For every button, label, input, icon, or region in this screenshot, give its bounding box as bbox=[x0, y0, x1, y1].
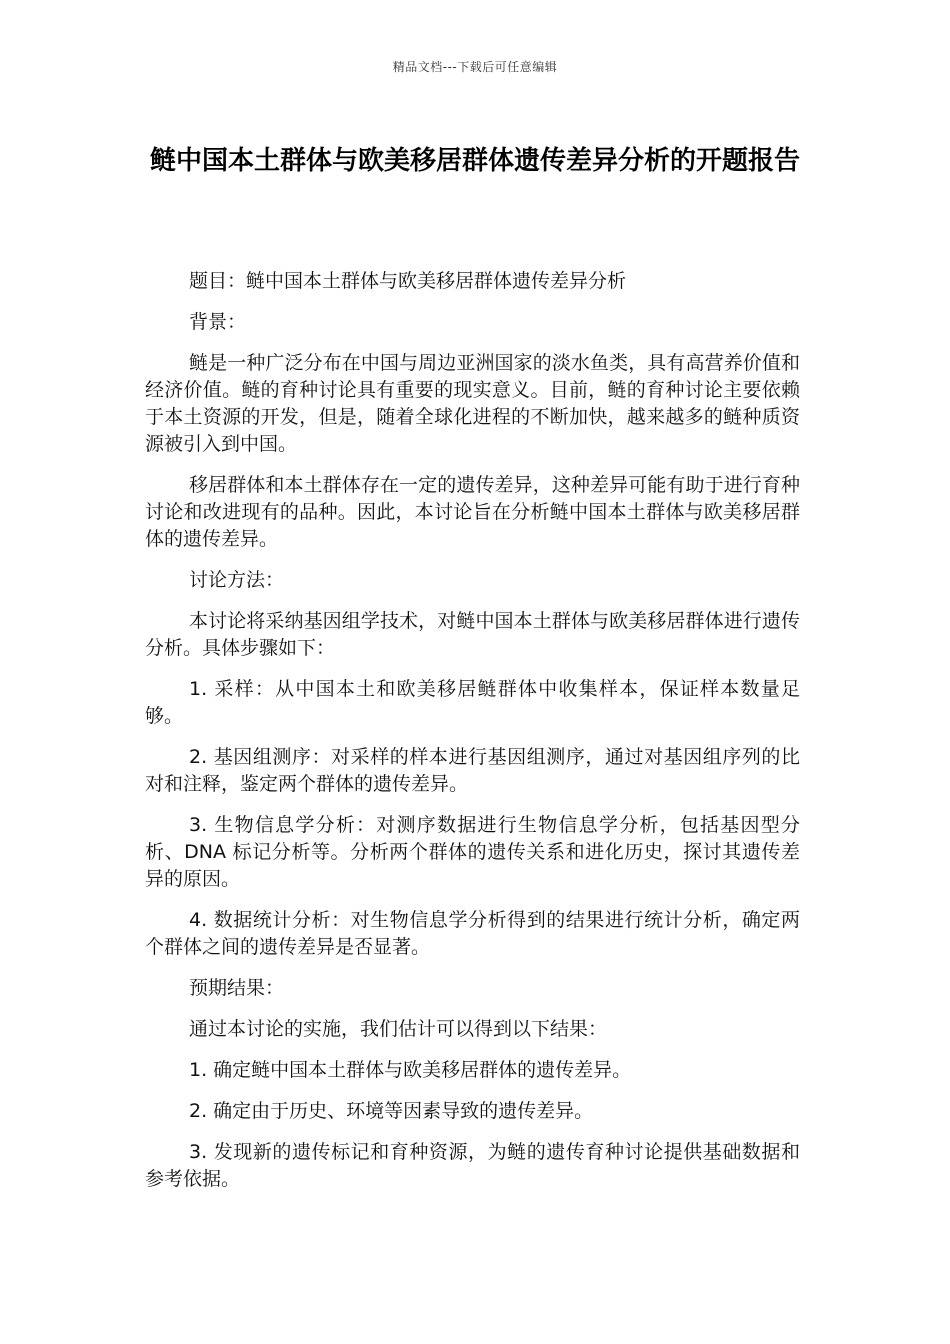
document-title: 鲢中国本土群体与欧美移居群体遗传差异分析的开题报告 bbox=[149, 146, 800, 176]
header-note: 精品文档---下载后可任意编辑 bbox=[392, 60, 558, 74]
paragraph-topic: 题目：鲢中国本土群体与欧美移居群体遗传差异分析 bbox=[189, 270, 627, 292]
list-item-result-3: 3. 发现新的遗传标记和育种资源，为鲢的遗传育种讨论提供基础数据和参考依据。 bbox=[145, 1141, 800, 1190]
list-item-result-1: 1. 确定鲢中国本土群体与欧美移居群体的遗传差异。 bbox=[189, 1059, 632, 1081]
paragraph-background-2: 移居群体和本土群体存在一定的遗传差异，这种差异可能有助于进行育种讨论和改进现有的品种。因此，本讨论旨在分析鲢中国本土群体与欧美移居群体的遗传差异。 bbox=[145, 474, 800, 550]
paragraph-methods-intro: 本讨论将采纳基因组学技术，对鲢中国本土群体与欧美移居群体进行遗传分析。具体步骤如下： bbox=[145, 610, 800, 659]
heading-expected-results: 预期结果： bbox=[189, 977, 285, 999]
list-item-method-1: 1. 采样：从中国本土和欧美移居鲢群体中收集样本，保证样本数量足够。 bbox=[145, 678, 800, 727]
list-item-method-3: 3. 生物信息学分析：对测序数据进行生物信息学分析，包括基因型分析、DNA 标记分析等。分析两个群体的遗传关系和进化历史，探讨其遗传差异的原因。 bbox=[145, 814, 800, 890]
list-item-method-4: 4. 数据统计分析：对生物信息学分析得到的结果进行统计分析，确定两个群体之间的遗传差异是否显著。 bbox=[145, 909, 800, 958]
heading-background: 背景： bbox=[189, 311, 247, 333]
list-item-result-2: 2. 确定由于历史、环境等因素导致的遗传差异。 bbox=[189, 1100, 594, 1122]
heading-methods: 讨论方法： bbox=[189, 569, 285, 591]
document-body bbox=[145, 268, 800, 1207]
paragraph-results-intro: 通过本讨论的实施，我们估计可以得到以下结果： bbox=[189, 1018, 608, 1040]
paragraph-background-1: 鲢是一种广泛分布在中国与周边亚洲国家的淡水鱼类，具有高营养价值和经济价值。鲢的育种讨论具有重要的现实意义。目前，鲢的育种讨论主要依赖于本土资源的开发，但是，随着全球化进程的不断加快，越来越多的鲢种质资源被引入到中国。 bbox=[145, 352, 800, 455]
list-item-method-2: 2. 基因组测序：对采样的样本进行基因组测序，通过对基因组序列的比对和注释，鉴定两个群体的遗传差异。 bbox=[145, 746, 800, 795]
